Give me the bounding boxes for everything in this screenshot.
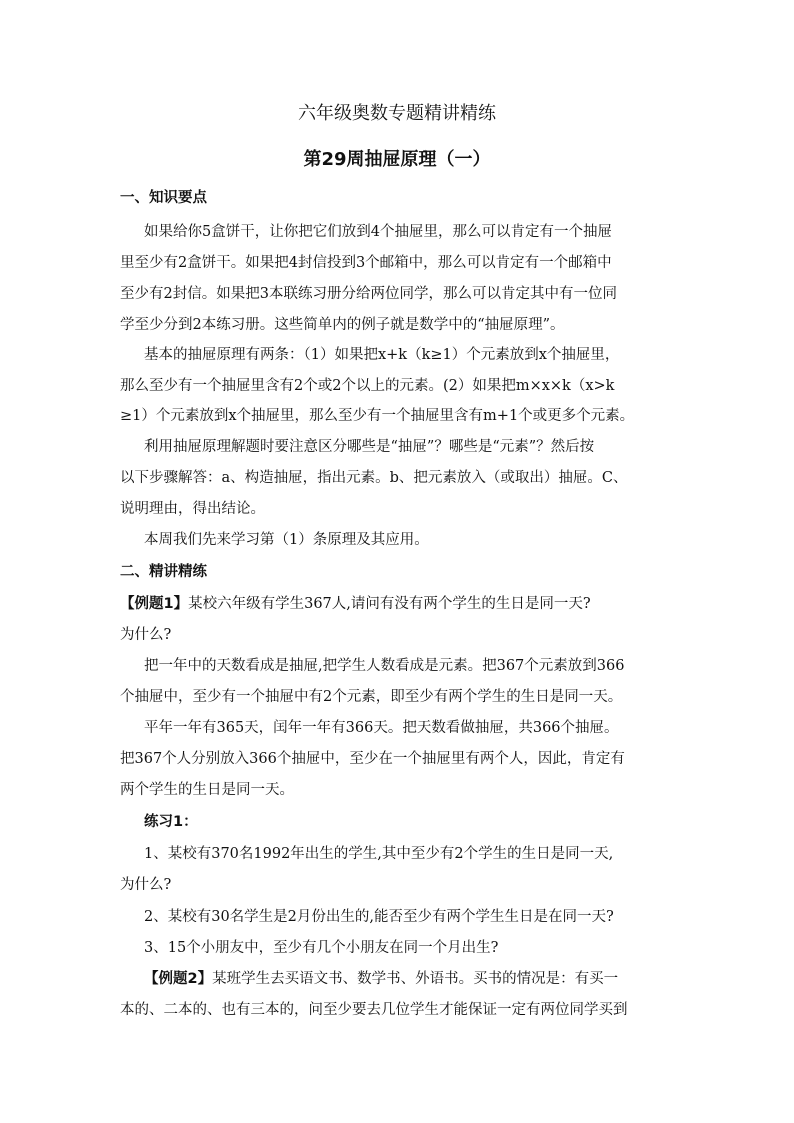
paragraph-line: 把367个人分别放入366个抽屉中，至少在一个抽屉里有两个人，因此，肯定有 <box>120 751 625 767</box>
example1-text: 某校六年级有学生367人,请问有没有两个学生的生日是同一天? <box>188 596 591 612</box>
example2-label: 【例题2】 <box>144 971 213 987</box>
example1-first-line <box>120 594 690 614</box>
example2-text: 某班学生去买语文书、数学书、外语书。买书的情况是：有买一 <box>212 971 619 987</box>
paragraph-line: 两个学生的生日是同一天。 <box>120 782 294 798</box>
section-heading-practice: 二、精讲精练 <box>120 564 207 580</box>
paragraph-line: 利用抽屉原理解题时要注意区分哪些是“抽屉”？哪些是“元素”？然后按 <box>144 439 595 455</box>
paragraph-line: 学至少分到2本练习册。这些简单内的例子就是数学中的“抽屉原理”。 <box>120 317 565 333</box>
practice-item: 3、15个小朋友中，至少有几个小朋友在同一个月出生? <box>144 940 499 956</box>
paragraph-line: 基本的抽屉原理有两条：（1）如果把x+k（k≥1）个元素放到x个抽屉里， <box>144 347 620 363</box>
practice1-label: 练习1： <box>144 814 198 830</box>
practice-item: 1、某校有370名1992年出生的学生,其中至少有2个学生的生日是同一天, <box>144 846 614 862</box>
practice-item: 为什么? <box>120 877 172 893</box>
section-heading-knowledge: 一、知识要点 <box>120 190 207 206</box>
paragraph-line: 本的、二本的、也有三本的，问至少要去几位学生才能保证一定有两位同学买到 <box>120 1002 628 1018</box>
example1-label: 【例题1】 <box>120 596 189 612</box>
paragraph-line: 那么至少有一个抽屉里含有2个或2个以上的元素。(2）如果把m×x×k（x>k <box>120 378 615 394</box>
document-subtitle: 第29周抽屉原理（一） <box>303 149 491 170</box>
paragraph-line: 以下步骤解答：a、构造抽屉，指出元素。b、把元素放入（或取出）抽屉。C、 <box>120 470 628 486</box>
paragraph-line: 平年一年有365天，闰年一年有366天。把天数看做抽屉，共366个抽屉。 <box>144 720 619 736</box>
paragraph-line: 个抽屉中，至少有一个抽屉中有2个元素，即至少有两个学生的生日是同一天。 <box>120 689 623 705</box>
paragraph-line: 如果给你5盒饼干，让你把它们放到4个抽屉里，那么可以肯定有一个抽屉 <box>144 224 612 240</box>
paragraph-line: 至少有2封信。如果把3本联练习册分给两位同学，那么可以肯定其中有一位同 <box>120 286 617 302</box>
paragraph-line: 说明理由，得出结论。 <box>120 501 265 517</box>
example2-first-line <box>144 969 690 989</box>
practice-item: 2、某校有30名学生是2月份出生的,能否至少有两个学生生日是在同一天? <box>144 909 614 925</box>
paragraph-line: 把一年中的天数看成是抽屉,把学生人数看成是元素。把367个元素放到366 <box>144 658 625 674</box>
paragraph-line: ≥1）个元素放到x个抽屉里，那么至少有一个抽屉里含有m+1个或更多个元素。 <box>120 408 635 424</box>
paragraph-line: 为什么? <box>120 627 172 643</box>
document-title: 六年级奥数专题精讲精练 <box>298 103 496 124</box>
paragraph-line: 里至少有2盒饼干。如果把4封信投到3个邮箱中，那么可以肯定有一个邮箱中 <box>120 255 612 271</box>
paragraph-line: 本周我们先来学习第（1）条原理及其应用。 <box>144 532 429 548</box>
